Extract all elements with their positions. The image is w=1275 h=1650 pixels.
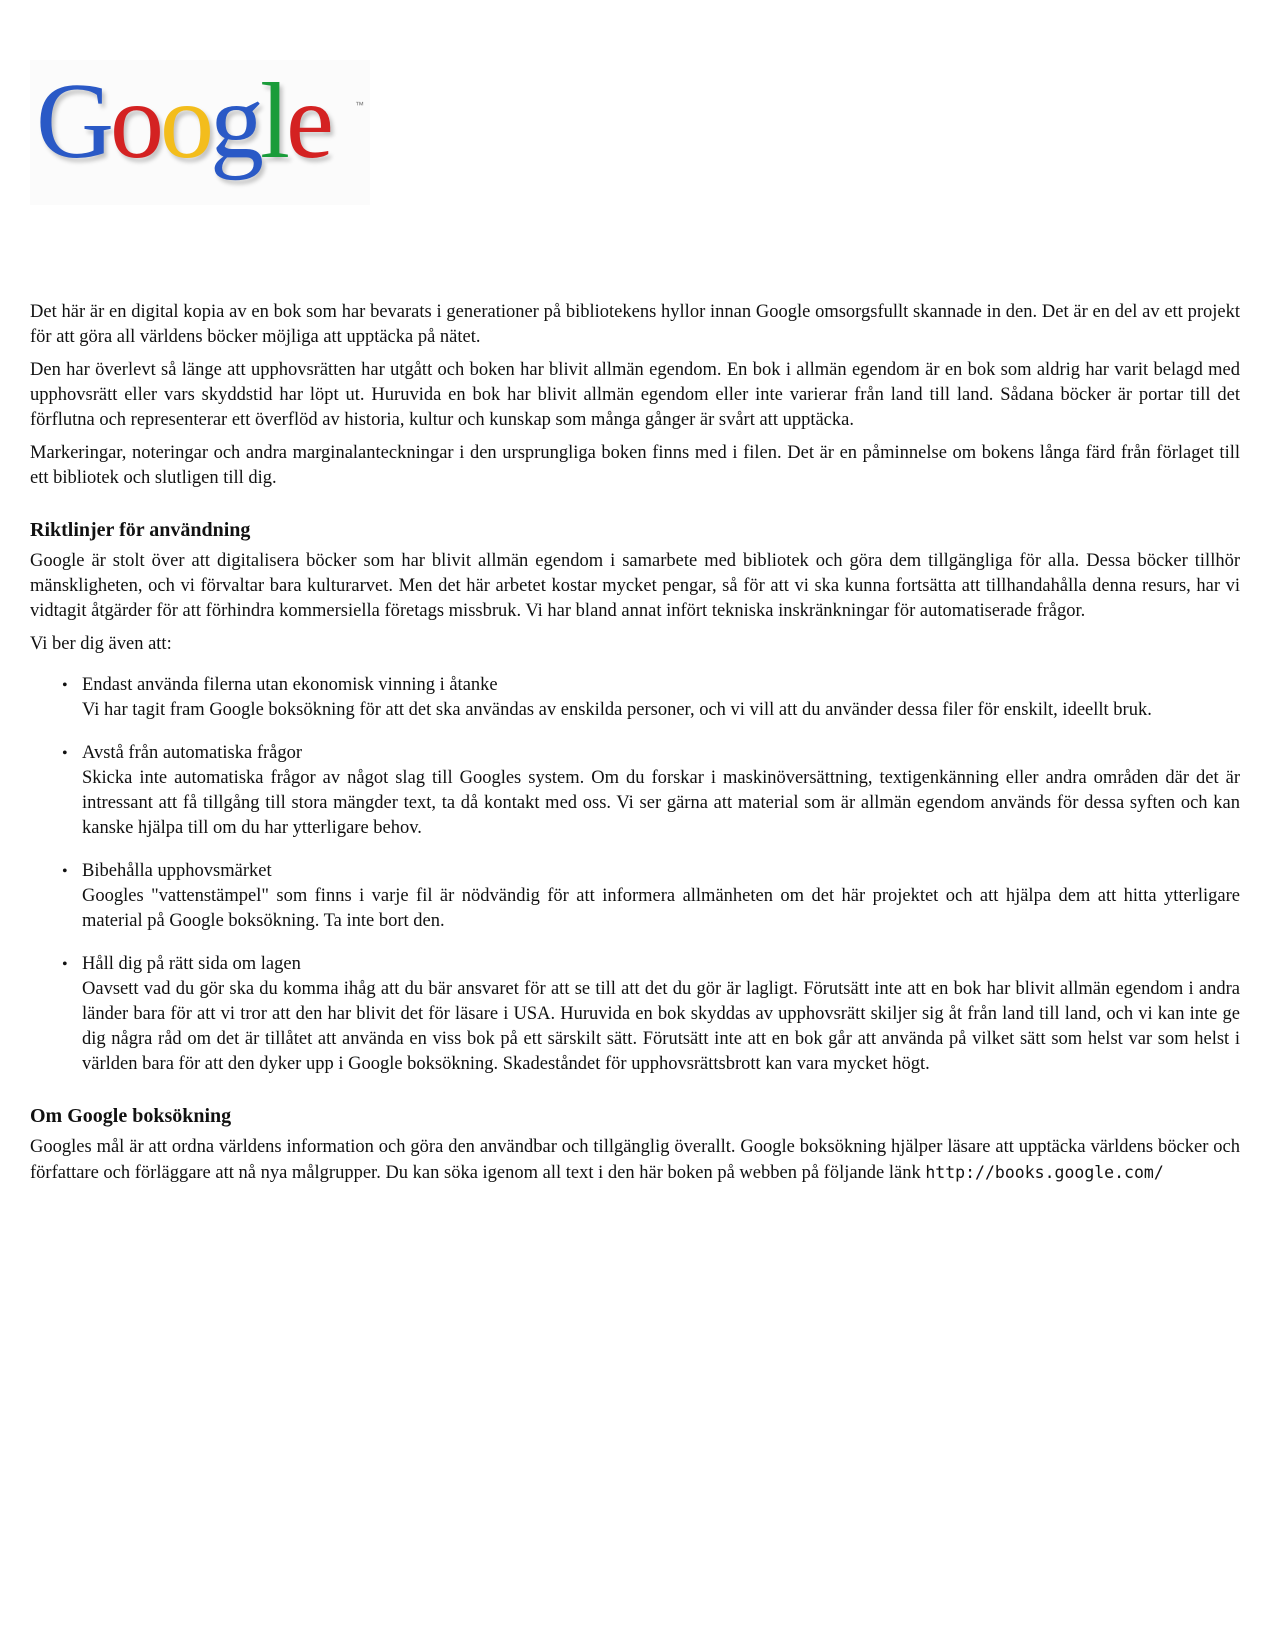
bullet-icon: • [62, 745, 68, 762]
guideline-body: Oavsett vad du gör ska du komma ihåg att du bär ansvaret för att se till att det du gör är lagligt. Förutsätt inte att en bok har blivit allmän egendom i andra länder bara för att vi tror att den har blivit det för läsare i USA. Huruvida en bok skyddas av upphovsrätt skiljer sig åt från land till land, och vi kan inte ge dig några råd om det är tillåtet att använda en viss bok på ett särskilt sätt. Förutsätt inte att en bok går att använda på vilket sätt som helst var som helst i världen bara för att den dyker upp i Google boksökning. Skadeståndet för upphovsrättsbrott kan vara mycket högt. [82, 979, 1240, 1074]
about-heading: Om Google boksökning [30, 1105, 232, 1127]
guidelines-paragraph-1: Google är stolt över att digitalisera böcker som har blivit allmän egendom i samarbete med bibliotek och göra dem tillgängliga för alla. Dessa böcker tillhör mänskligheten, och vi förvaltar bara kulturarvet. Men det här arbetet kostar mycket pengar, så för att vi ska kunna fortsätta att tillhandahålla denna resurs, har vi vidtagit åtgärder för att förhindra kommersiella företags missbruk. Vi har bland annat infört tekniska inskränkningar för automatiserade frågor. [30, 551, 1240, 621]
logo-letter-6: e [286, 62, 330, 181]
guideline-item [62, 673, 1240, 723]
logo-letter-4: g [210, 62, 260, 181]
google-logo-wordmark [36, 62, 330, 181]
guideline-title: Håll dig på rätt sida om lagen [82, 954, 301, 974]
guideline-body: Googles "vattenstämpel" som finns i varje fil är nödvändig för att informera allmänheten om det här projektet och att hjälpa dem att hitta ytterligare material på Google boksökning. Ta inte bort den. [82, 886, 1240, 931]
intro-paragraph-3: Markeringar, noteringar och andra marginalanteckningar i den ursprungliga boken finns med i filen. Det är en påminnelse om bokens långa färd från förlaget till ett bibliotek och slutligen till dig. [30, 443, 1240, 488]
intro-paragraph-1: Det här är en digital kopia av en bok som har bevarats i generationer på bibliotekens hyllor innan Google omsorgsfullt skannade in den. Det är en del av ett projekt för att göra all världens böcker möjliga att upptäcka på nätet. [30, 302, 1240, 347]
guideline-body: Vi har tagit fram Google boksökning för att det ska användas av enskilda personer, och vi vill att du använder dessa filer för enskilt, ideellt bruk. [82, 700, 1152, 720]
bullet-icon: • [62, 677, 68, 694]
logo-letter-1: G [36, 62, 110, 181]
about-paragraph [30, 1135, 1240, 1186]
google-logo [30, 60, 370, 205]
logo-letter-5: l [260, 62, 287, 181]
intro-paragraph-2: Den har överlevt så länge att upphovsrätten har utgått och boken har blivit allmän egendom. En bok i allmän egendom är en bok som aldrig har varit belagd med upphovsrätt eller vars skyddstid har löpt ut. Huruvida en bok har blivit allmän egendom eller inte varierar från land till land. Sådana böcker är portar till det förflutna och representerar ett överflöd av historia, kultur och kunskap som många gånger är svårt att upptäcka. [30, 360, 1240, 430]
logo-letter-2: o [110, 62, 160, 181]
logo-letter-3: o [160, 62, 210, 181]
trademark-mark: ™ [355, 100, 364, 110]
guideline-title: Avstå från automatiska frågor [82, 743, 303, 763]
guideline-item [62, 859, 1240, 934]
about-text: Googles mål är att ordna världens information och göra den användbar och tillgänglig överallt. Google boksökning hjälper läsare att upptäcka världens böcker och författare och förläggare att nå nya målgrupper. Du kan söka igenom all text i den här boken på webben på följande länk [30, 1137, 1240, 1183]
guideline-body: Skicka inte automatiska frågor av något slag till Googles system. Om du forskar i maskinöversättning, textigenkänning eller andra områden där det är intressant att få tillgång till stora mängder text, ta då kontakt med oss. Vi ser gärna att material som är allmän egendom används för dessa syften och kan kanske hjälpa till om du har ytterligare behov. [82, 768, 1240, 838]
notice-content [30, 300, 1240, 1194]
bullet-icon: • [62, 863, 68, 880]
guidelines-heading: Riktlinjer för användning [30, 519, 251, 541]
bullet-icon: • [62, 956, 68, 973]
guideline-title: Endast använda filerna utan ekonomisk vinning i åtanke [82, 675, 498, 695]
guideline-title: Bibehålla upphovsmärket [82, 861, 272, 881]
guideline-item [62, 741, 1240, 841]
books-link[interactable]: http://books.google.com/ [925, 1163, 1164, 1182]
guidelines-list [30, 673, 1240, 1077]
guideline-item [62, 952, 1240, 1077]
guidelines-paragraph-2: Vi ber dig även att: [30, 634, 172, 654]
